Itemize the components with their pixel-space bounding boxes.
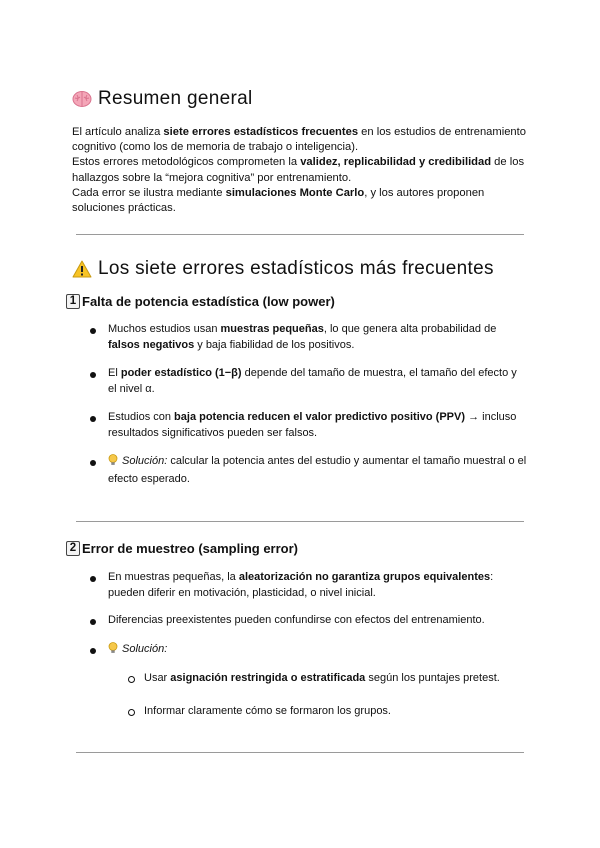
error-2-heading (66, 541, 298, 556)
list-item (108, 409, 528, 441)
divider (76, 234, 524, 235)
lightbulb-icon (108, 454, 118, 471)
list-item (108, 321, 528, 353)
number-badge: 1 (66, 294, 80, 309)
list-item (108, 365, 528, 397)
sub-list-item (144, 670, 524, 686)
text-run: en los estudios de entrenamiento cognitivo (como los de memoria de trabajo o inteligencia). (72, 126, 526, 154)
text-run: En muestras pequeñas, la (108, 571, 239, 583)
text-run: , y los autores proponen soluciones prácticas. (72, 186, 485, 215)
text-run: Usar (144, 672, 171, 684)
error-title: Falta de potencia estadística (low power) (82, 294, 335, 309)
bold-run: siete errores estadísticos frecuentes (163, 126, 359, 138)
text-run: depende del tamaño de muestra, el tamaño del efecto y el nivel α. (108, 367, 517, 395)
list-item (108, 641, 528, 659)
bullet-icon (90, 416, 96, 422)
bullet-icon (90, 648, 96, 654)
text-run: y baja fiabilidad de los positivos. (194, 339, 355, 351)
lightbulb-icon (108, 642, 118, 659)
bold-run: falsos negativos (108, 339, 195, 351)
warning-icon (72, 260, 92, 278)
brain-icon (72, 90, 92, 108)
error-1-heading (66, 294, 335, 309)
list-item (108, 453, 528, 487)
bold-run: simulaciones Monte Carlo (225, 186, 365, 199)
list-item: Diferencias preexistentes pueden confundirse con efectos del entrenamiento. (108, 614, 485, 626)
solution-label: Solución: (122, 643, 168, 655)
text-run: Estos errores metodológicos comprometen la (72, 156, 301, 169)
bullet-icon (90, 460, 96, 466)
divider (76, 521, 524, 522)
error-title: Error de muestreo (sampling error) (82, 541, 298, 556)
list-item (108, 569, 528, 601)
text-run: El (108, 367, 121, 379)
solution-label: Solución: (122, 455, 168, 467)
text-run: de los hallazgos sobre la “mejora cognitiva” por entrenamiento. (72, 156, 525, 184)
text-run: Cada error se ilustra mediante (72, 186, 226, 199)
text-run: → incluso resultados significativos pueden ser falsos. (108, 411, 517, 439)
text-run: calcular la potencia antes del estudio y aumentar el tamaño muestral o el efecto esperado. (108, 455, 527, 485)
sub-bullet-icon (128, 709, 135, 716)
bullet-icon (90, 619, 96, 625)
bold-run: poder estadístico (1−β) (120, 367, 242, 379)
number-badge: 2 (66, 541, 80, 556)
section-title: Resumen general (98, 88, 253, 109)
bullet-icon (90, 328, 96, 334)
text-run: , lo que genera alta probabilidad de (323, 323, 497, 335)
sub-list-item: Informar claramente cómo se formaron los grupos. (144, 705, 391, 717)
text-run: según los puntajes pretest. (365, 672, 500, 684)
sub-bullet-icon (128, 676, 135, 683)
bullet-icon (90, 372, 96, 378)
text-run: Muchos estudios usan (108, 323, 221, 335)
summary-paragraph (72, 125, 532, 216)
text-run: : pueden diferir en motivación, plasticidad, o nivel inicial. (108, 571, 494, 599)
bold-run: baja potencia reducen el valor predictivo positivo (PPV) (174, 411, 466, 423)
section-heading-resumen (72, 88, 252, 110)
section-heading-errores (72, 258, 494, 280)
bullet-icon (90, 576, 96, 582)
section-title: Los siete errores estadísticos más frecuentes (98, 258, 494, 279)
bold-run: asignación restringida o estratificada (170, 672, 366, 684)
bold-run: muestras pequeñas (220, 323, 324, 335)
text-run: Estudios con (108, 411, 175, 423)
bold-run: validez, replicabilidad y credibilidad (300, 156, 492, 169)
text-run: El artículo analiza (72, 126, 164, 138)
bold-run: aleatorización no garantiza grupos equivalentes (238, 571, 491, 583)
divider (76, 752, 524, 753)
